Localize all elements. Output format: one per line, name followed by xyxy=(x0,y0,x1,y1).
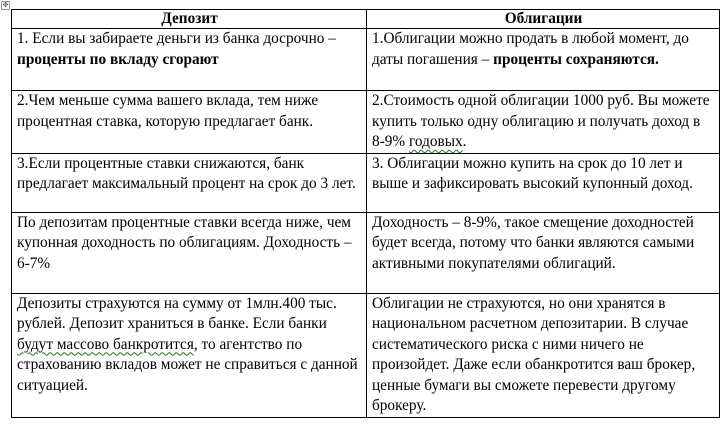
cell-text: 1. Если вы забираете деньги из банка досрочно – xyxy=(17,30,336,47)
table-row xyxy=(12,293,720,417)
comparison-table xyxy=(11,9,720,418)
bond-cell xyxy=(367,91,720,154)
cell-text: 2.Чем меньше сумма вашего вклада, тем ниже процентная ставка, которую предлагает банк. xyxy=(17,92,319,130)
cell-text: 3.Если процентные ставки снижаются, банк предлагает максимальный процент на срок до 3 лет. xyxy=(17,154,356,192)
deposit-cell xyxy=(12,293,367,417)
deposit-cell xyxy=(12,212,367,293)
cell-text: Доходность – 8-9%, такое смещение доходностей будет всегда, потому что банки являются самыми активными покупателями облигаций. xyxy=(372,213,695,272)
cell-text: 1.Облигации можно продать в любой момент, до даты погашения – xyxy=(372,30,689,68)
table-row xyxy=(12,91,720,154)
bond-cell xyxy=(367,153,720,212)
header-bonds: Облигации xyxy=(367,10,720,29)
table-header-row xyxy=(12,10,720,29)
cell-text: По депозитам процентные ставки всегда ниже, чем купонная доходность по облигациям. Доходность – 6-7% xyxy=(17,213,352,272)
table-row xyxy=(12,29,720,91)
deposit-cell xyxy=(12,153,367,212)
bond-cell xyxy=(367,293,720,417)
cell-bold-text: проценты по вкладу сгорают xyxy=(17,50,219,68)
spellcheck-marked-text: будут массово банкротится xyxy=(17,335,194,353)
cell-text: 3. Облигации можно купить на срок до 10 лет и выше и зафиксировать высокий купонный доход. xyxy=(372,154,693,192)
cell-text: Облигации не страхуются, но они хранятся в национальном расчетном депозитарии. В случае систематического риска с ними ничего не произойдет. Даже если обанкротится ваш брокер, ценные бумаги вы сможете перевести другому брокеру. xyxy=(372,294,696,414)
cell-text: . xyxy=(462,133,467,150)
cell-text: Депозиты страхуются на сумму от 1млн.400 тыс. рублей. Депозит храниться в банке. Если банки xyxy=(17,294,337,332)
cell-text: , то агентство по страхованию вкладов может не справиться с данной ситуацией. xyxy=(17,335,358,394)
move-handle-icon[interactable]: ✥ xyxy=(2,1,9,9)
cell-text: 2.Стоимость одной облигации 1000 руб. Вы можете купить только одну облигацию и получать доход в 8-9% xyxy=(372,92,710,150)
table-row xyxy=(12,153,720,212)
cell-bold-text: проценты сохраняются. xyxy=(493,50,659,68)
deposit-cell xyxy=(12,91,367,154)
bond-cell xyxy=(367,29,720,91)
spellcheck-marked-text: годовых xyxy=(408,133,463,150)
table-row xyxy=(12,212,720,293)
header-deposit: Депозит xyxy=(12,10,367,29)
bond-cell xyxy=(367,212,720,293)
deposit-cell xyxy=(12,29,367,91)
